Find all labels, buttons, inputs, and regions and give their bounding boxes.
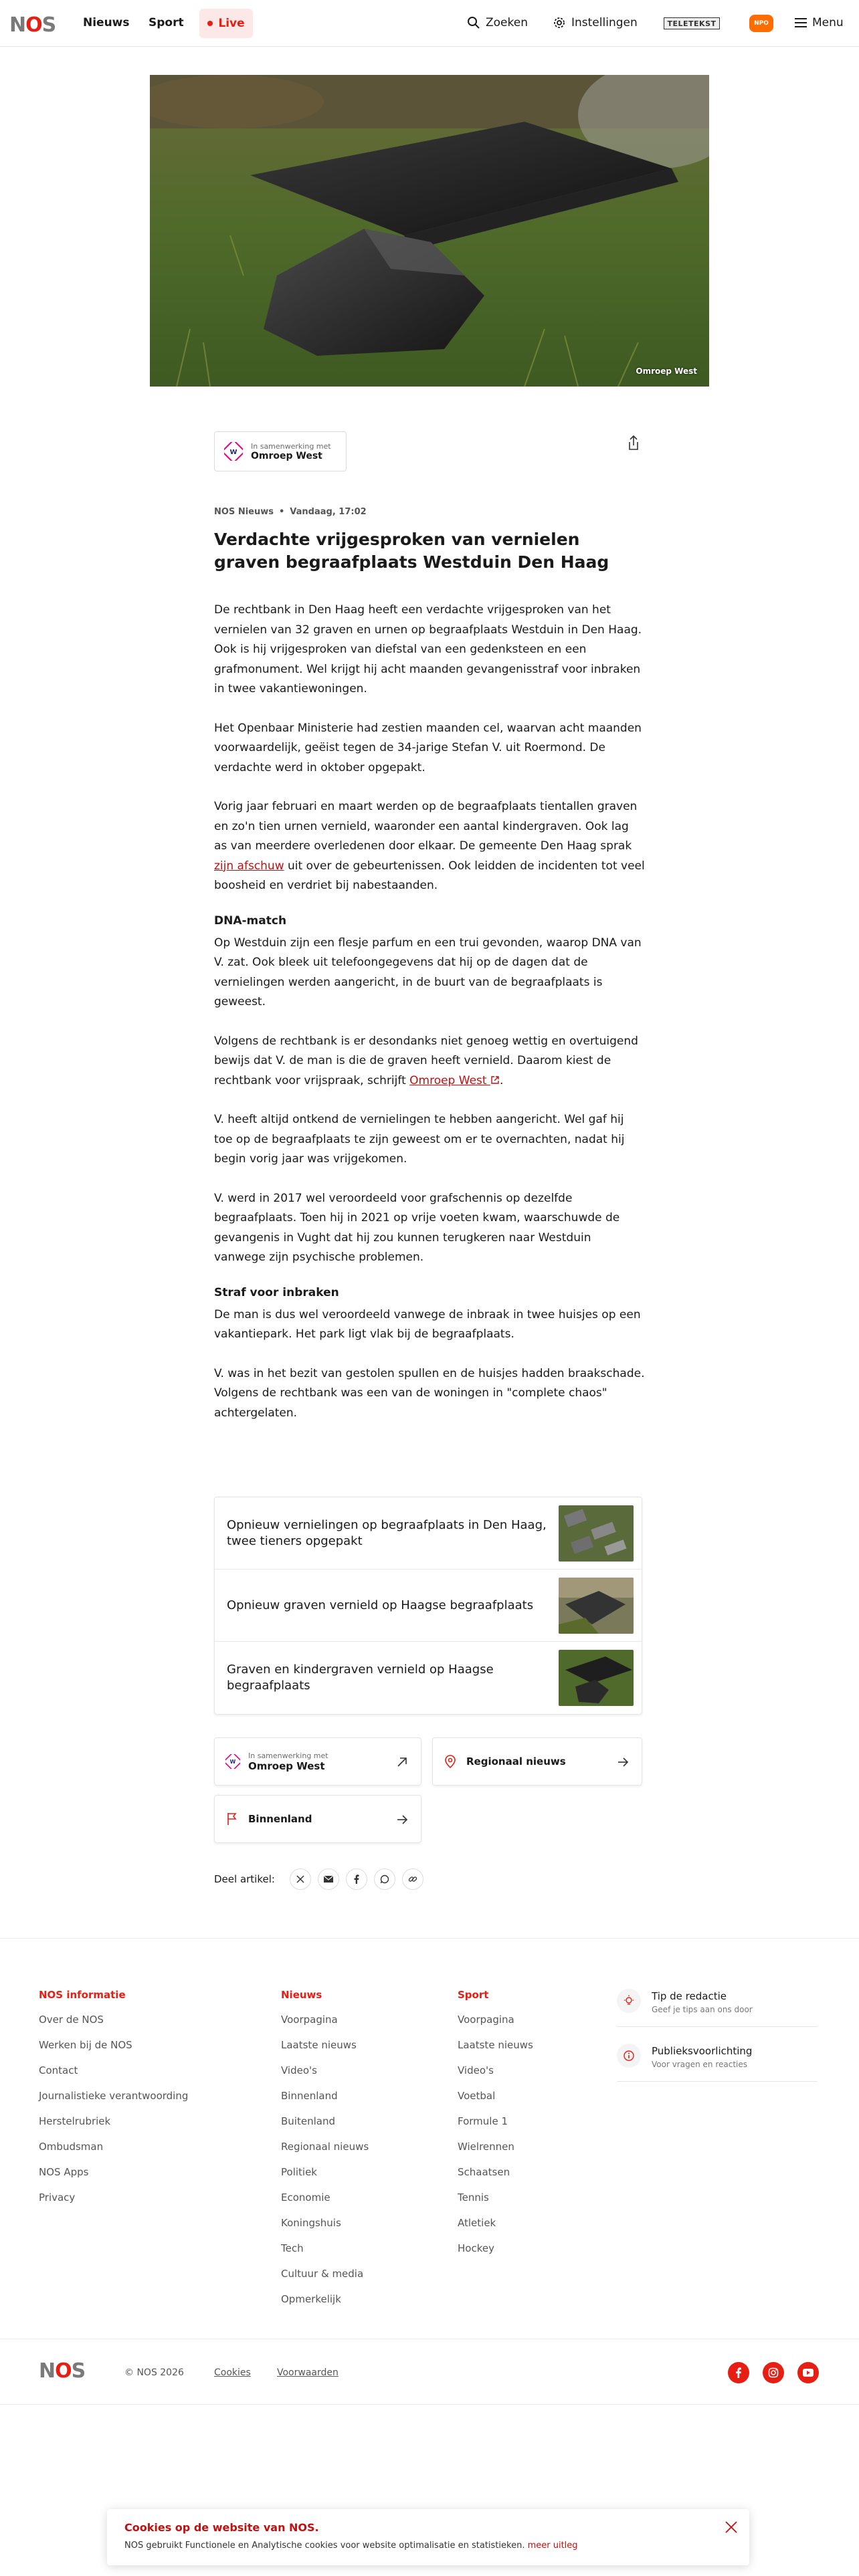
footer-col-nieuws: [281, 1989, 369, 2318]
footer-link[interactable]: Binnenland: [281, 2090, 338, 2102]
external-arrow-icon: [395, 1755, 409, 1769]
menu-button[interactable]: [795, 16, 844, 29]
footer-link[interactable]: Video's: [281, 2064, 317, 2076]
npo-logo[interactable]: NPO: [749, 15, 773, 32]
flag-icon: [225, 1812, 239, 1826]
partner-badge[interactable]: [214, 431, 347, 471]
instagram-icon: [768, 2367, 779, 2378]
location-pin-icon: [444, 1754, 457, 1769]
live-label: Live: [218, 17, 245, 30]
svg-text:W: W: [229, 449, 237, 456]
footer-divider: [0, 1938, 859, 1939]
footer-link[interactable]: Economie: [281, 2191, 330, 2204]
menu-label: Menu: [812, 16, 844, 29]
footer-link[interactable]: Hockey: [458, 2242, 494, 2254]
related-item[interactable]: [215, 1642, 642, 1714]
footer-link[interactable]: Herstelrubriek: [39, 2115, 111, 2127]
footer-nos-logo[interactable]: NOS: [39, 2359, 86, 2383]
related-thumbnail: [559, 1505, 634, 1562]
footer-link[interactable]: Voorpagina: [281, 2014, 338, 2026]
related-title: Graven en kindergraven vernield op Haagse begraafplaats: [227, 1662, 494, 1693]
paragraph: Vorig jaar februari en maart werden op de begraafplaats tientallen graven en zo'n tien urnen vernield, waaronder een aantal kindergraven. Ook lag as van meerdere overledenen door elkaar. De gemeente Den Haag sprak zijn afschuw uit over de gebeurtenissen. Ook leidden de incidenten tot veel boosheid en verdriet bij nabestaanden.: [214, 800, 645, 892]
x-icon: [296, 1875, 304, 1883]
paragraph: Het Openbaar Ministerie had zestien maanden cel, waarvan acht maanden voorwaardelijk, geëist tegen de 34-jarige Stefan V. uit Roermond. De verdachte werd in oktober opgepakt.: [214, 721, 642, 774]
subheading-dna: DNA-match: [214, 914, 287, 928]
footer-link[interactable]: NOS Apps: [39, 2166, 89, 2178]
settings-label: Instellingen: [571, 16, 638, 29]
share-link-button[interactable]: [402, 1868, 423, 1890]
bottom-divider: [0, 2404, 859, 2405]
footer-link[interactable]: Voetbal: [458, 2090, 496, 2102]
related-title: Opnieuw vernielingen op begraafplaats in Den Haag, twee tieners opgepakt: [227, 1517, 547, 1548]
share-email-button[interactable]: [318, 1868, 339, 1890]
footer-link[interactable]: Privacy: [39, 2191, 76, 2204]
tip-subtitle: Geef je tips aan ons door: [652, 2005, 753, 2014]
nav-sport[interactable]: Sport: [149, 16, 184, 29]
pv-title: Publieksvoorlichting: [652, 2045, 753, 2057]
search-icon: [467, 16, 480, 29]
share-label: Deel artikel:: [214, 1873, 275, 1885]
lightbulb-icon: [617, 1989, 641, 2013]
link-icon: [408, 1874, 417, 1884]
cookies-link[interactable]: Cookies: [214, 2367, 251, 2378]
omroep-west-logo: [225, 1754, 240, 1769]
svg-text:W: W: [229, 1759, 236, 1765]
cookie-text: NOS gebruikt Functionele en Analytische cookies voor website optimalisatie en statistieken. meer uitleg: [124, 2541, 578, 2551]
footer-link[interactable]: Ombudsman: [39, 2141, 104, 2153]
footer-link[interactable]: Journalistieke verantwoording: [39, 2090, 189, 2102]
share-icon[interactable]: [624, 433, 644, 453]
close-icon[interactable]: [724, 2520, 739, 2535]
footer-heading: Sport: [458, 1989, 489, 2001]
tag-partner-small: In samenwerking met: [248, 1751, 328, 1760]
teletekst-logo[interactable]: TELETEKST: [664, 17, 720, 29]
omroep-west-logo: [224, 442, 243, 461]
paragraph: V. was in het bezit van gestolen spullen en de huisjes hadden braakschade. Volgens de rechtbank was een van de woningen in "complete chaos" achtergelaten.: [214, 1366, 645, 1420]
search-label: Zoeken: [486, 16, 528, 29]
tag-label: Binnenland: [248, 1813, 312, 1825]
tip-redactie[interactable]: [617, 1989, 818, 2027]
footer-link[interactable]: Tennis: [458, 2191, 489, 2204]
article-title: Verdachte vrijgesproken van vernielen graven begraafplaats Westduin Den Haag: [214, 530, 609, 572]
share-facebook-button[interactable]: [346, 1868, 367, 1890]
related-articles: [214, 1497, 642, 1715]
footer-link[interactable]: Cultuur & media: [281, 2268, 364, 2280]
article-source: NOS Nieuws: [214, 507, 274, 517]
mail-icon: [324, 1876, 333, 1883]
nos-logo[interactable]: NOS: [9, 13, 56, 37]
live-dot-icon: [207, 21, 213, 26]
info-icon: [617, 2044, 641, 2068]
menu-icon: [795, 17, 807, 28]
settings-button[interactable]: [553, 16, 638, 29]
search-button[interactable]: [467, 16, 528, 29]
footer-link[interactable]: Laatste nieuws: [458, 2039, 533, 2051]
arrow-right-icon: [395, 1813, 409, 1826]
article-body: [214, 601, 645, 1442]
tip-title: Tip de redactie: [652, 1990, 727, 2002]
share-x-button[interactable]: [290, 1868, 311, 1890]
link-afschuw[interactable]: zijn afschuw: [214, 859, 284, 873]
article-meta: NOS Nieuws • Vandaag, 17:02: [214, 507, 367, 517]
footer-link[interactable]: Contact: [39, 2064, 78, 2076]
tag-regionaal-nieuws[interactable]: [432, 1737, 642, 1786]
footer-link[interactable]: Werken bij de NOS: [39, 2039, 132, 2051]
cookie-more-link[interactable]: meer uitleg: [527, 2541, 578, 2551]
photo-credit: Omroep West: [636, 366, 697, 376]
tag-binnenland[interactable]: [214, 1795, 421, 1843]
pv-subtitle: Voor vragen en reacties: [652, 2060, 747, 2069]
footer-link[interactable]: Koningshuis: [281, 2217, 341, 2229]
terms-link[interactable]: Voorwaarden: [277, 2367, 339, 2378]
footer-link[interactable]: Over de NOS: [39, 2014, 104, 2026]
facebook-icon: [735, 2367, 742, 2378]
tag-partner-name: Omroep West: [248, 1759, 325, 1772]
gear-icon: [553, 16, 566, 29]
whatsapp-icon: [380, 1874, 389, 1884]
related-thumbnail: [559, 1650, 634, 1706]
live-button[interactable]: [199, 9, 253, 38]
cookie-title: Cookies op de website van NOS.: [124, 2521, 319, 2534]
tag-omroep-west[interactable]: [214, 1737, 421, 1786]
footer-heading: NOS informatie: [39, 1989, 126, 2001]
youtube-button[interactable]: [797, 2362, 819, 2383]
instagram-button[interactable]: [763, 2362, 784, 2383]
paragraph: De rechtbank in Den Haag heeft een verdachte vrijgesproken van het vernielen van 32 graven en urnen op begraafplaats Westduin in Den Haag. Ook is hij vrijgesproken van diefstal van een gedenksteen en een grafmonument. Wel krijgt hij acht maanden gevangenisstraf voor inbraken in twee vakantiewoningen.: [214, 603, 642, 695]
footer-link[interactable]: Laatste nieuws: [281, 2039, 357, 2051]
paragraph: Op Westduin zijn een flesje parfum en een trui gevonden, waarop DNA van V. zat. Ook bleek uit telefoongegevens dat hij op de dagen dat de vernielingen werden aangericht, in de buurt van de begraafplaats is geweest.: [214, 936, 642, 1008]
footer-link[interactable]: Atletiek: [458, 2217, 496, 2229]
paragraph: V. heeft altijd ontkend de vernielingen te hebben aangericht. Wel gaf hij toe op de begraafplaats te zijn geweest om er te overnachten, nadat hij begin vorig jaar was vrijgekomen.: [214, 1113, 625, 1166]
share-whatsapp-button[interactable]: [374, 1868, 395, 1890]
youtube-icon: [803, 2369, 814, 2377]
partner-small-label: In samenwerking met: [251, 441, 331, 451]
footer-col-nos-informatie: [39, 1989, 188, 2216]
site-header: [0, 0, 859, 47]
facebook-button[interactable]: [728, 2362, 749, 2383]
footer-link[interactable]: Politiek: [281, 2166, 317, 2178]
paragraph: Volgens de rechtbank is er desondanks niet genoeg wettig en overtuigend bewijs dat V. de man is die de graven heeft vernield. Daarom kiest de rechtbank voor vrijspraak, schrijft Omroep West .: [214, 1034, 638, 1087]
share-row: [214, 1868, 423, 1890]
footer-link[interactable]: Formule 1: [458, 2115, 508, 2127]
link-omroep-west[interactable]: Omroep West: [409, 1074, 500, 1087]
arrow-right-icon: [616, 1755, 630, 1769]
hero-image: [150, 75, 709, 387]
article-time: Vandaag, 17:02: [290, 507, 367, 517]
related-thumbnail: [559, 1578, 634, 1634]
footer-link[interactable]: Wielrennen: [458, 2141, 514, 2153]
footer-link[interactable]: Schaatsen: [458, 2166, 510, 2178]
paragraph: V. werd in 2017 wel veroordeeld voor grafschennis op dezelfde begraafplaats. Toen hij in 2021 op vrije voeten kwam, waarschuwde de gevangenis in Vught dat hij zou kunnen terugkeren naar Westduin vanwege zijn psychische problemen.: [214, 1191, 620, 1264]
copyright: © NOS 2026: [124, 2367, 184, 2378]
footer-link[interactable]: Buitenland: [281, 2115, 335, 2127]
footer-link[interactable]: Voorpagina: [458, 2014, 514, 2026]
facebook-icon: [354, 1874, 359, 1884]
footer-link[interactable]: Regionaal nieuws: [281, 2141, 369, 2153]
cookie-banner: [107, 2509, 749, 2565]
partner-name: Omroep West: [251, 450, 322, 461]
footer-col-sport: [458, 1989, 533, 2267]
publieksvoorlichting[interactable]: [617, 2044, 818, 2082]
subheading-straf: Straf voor inbraken: [214, 1285, 339, 1299]
tag-label: Regionaal nieuws: [466, 1755, 566, 1767]
footer-link[interactable]: Opmerkelijk: [281, 2293, 341, 2305]
related-item[interactable]: [215, 1497, 642, 1570]
paragraph: De man is dus wel veroordeeld vanwege de inbraak in twee huisjes op een vakantiepark. Het park ligt vlak bij de begraafplaats.: [214, 1307, 641, 1341]
external-link-icon: [490, 1075, 500, 1085]
nav-nieuws[interactable]: Nieuws: [83, 16, 130, 29]
footer-link[interactable]: Video's: [458, 2064, 494, 2076]
footer-link[interactable]: Tech: [281, 2242, 304, 2254]
related-item[interactable]: [215, 1570, 642, 1642]
footer-heading: Nieuws: [281, 1989, 322, 2001]
related-title: Opnieuw graven vernield op Haagse begraafplaats: [227, 1598, 534, 1612]
hero-photo: [150, 75, 709, 387]
